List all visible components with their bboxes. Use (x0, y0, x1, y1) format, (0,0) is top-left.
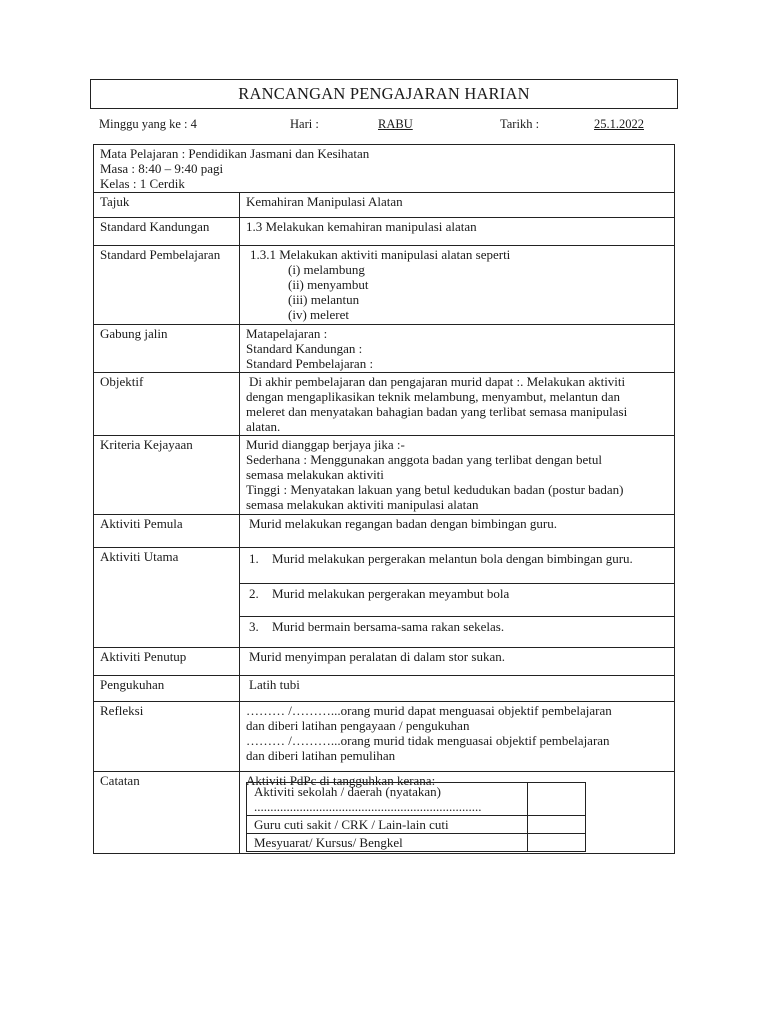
value-tajuk: Kemahiran Manipulasi Alatan (246, 194, 403, 209)
sp-line: 1.3.1 Melakukan aktiviti manipulasi alatan seperti (250, 247, 511, 262)
masa: Masa : 8:40 – 9:40 pagi (100, 161, 224, 176)
objektif-text: dengan mengaplikasikan teknik melambung, menyambut, melantun dan (246, 389, 621, 404)
refleksi-text: ……… /………...orang murid tidak menguasai objektif pembelajaran (246, 733, 610, 748)
row-gabung-jalin (94, 325, 674, 373)
document-title: RANCANGAN PENGAJARAN HARIAN (90, 79, 678, 109)
label-standard-pembelajaran: Standard Pembelajaran (100, 247, 221, 262)
utama-item (239, 548, 674, 584)
catatan-intro: Aktiviti PdPc di tangguhkan kerana: (246, 773, 436, 788)
objektif-text: meleret dan menyatakan bahagian badan yang terlibat semasa manipulasi (246, 404, 628, 419)
utama-item-text: Murid melakukan pergerakan melantun bola dengan bimbingan guru. (272, 551, 633, 566)
catatan-options-table (246, 782, 586, 852)
refleksi-text: ……… /………...orang murid dapat menguasai objektif pembelajaran (246, 703, 612, 718)
row-aktiviti-pemula (94, 515, 674, 548)
label-catatan: Catatan (100, 773, 140, 788)
label-aktiviti-utama: Aktiviti Utama (100, 549, 179, 564)
catatan-option-dots: ...................................................................... (254, 799, 482, 814)
utama-item (239, 616, 674, 647)
label-standard-kandungan: Standard Kandungan (100, 219, 210, 234)
kriteria-text: semasa melakukan aktiviti (246, 467, 384, 482)
row-pengukuhan (94, 676, 674, 702)
label-pengukuhan: Pengukuhan (100, 677, 165, 692)
label-aktiviti-pemula: Aktiviti Pemula (100, 516, 183, 531)
row-aktiviti-utama (94, 548, 674, 648)
sp-item: (i) melambung (288, 262, 365, 277)
refleksi-text: dan diberi latihan pengayaan / pengukuhan (246, 718, 470, 733)
gabung-standard-kandungan: Standard Kandungan : (246, 341, 363, 356)
objektif-text: alatan. (246, 419, 281, 434)
kriteria-text: Sederhana : Menggunakan anggota badan yang terlibat dengan betul (246, 452, 602, 467)
refleksi-text: dan diberi latihan pemulihan (246, 748, 396, 763)
kelas: Kelas : 1 Cerdik (100, 176, 185, 191)
sp-item: (iii) melantun (288, 292, 360, 307)
value-standard-kandungan: 1.3 Melakukan kemahiran manipulasi alatan (246, 219, 477, 234)
utama-item (239, 583, 674, 617)
tarikh-label: Tarikh : (500, 117, 540, 131)
header-row (94, 145, 674, 193)
value-aktiviti-penutup: Murid menyimpan peralatan di dalam stor sukan. (249, 649, 505, 664)
catatan-option-text: Aktiviti sekolah / daerah (nyatakan) (254, 784, 441, 799)
row-standard-kandungan (94, 218, 674, 246)
objektif-text: Di akhir pembelajaran dan pengajaran murid dapat :. Melakukan aktiviti (249, 374, 626, 389)
hari-label: Hari : (290, 117, 319, 131)
minggu-info: Minggu yang ke : 4 (99, 117, 197, 131)
utama-item-number: 3. (249, 619, 259, 634)
mata-pelajaran: Mata Pelajaran : Pendidikan Jasmani dan Kesihatan (100, 146, 370, 161)
label-kriteria-kejayaan: Kriteria Kejayaan (100, 437, 193, 452)
value-aktiviti-pemula: Murid melakukan regangan badan dengan bimbingan guru. (249, 516, 557, 531)
row-tajuk (94, 193, 674, 218)
catatan-option-text: Guru cuti sakit / CRK / Lain-lain cuti (254, 817, 449, 832)
label-gabung-jalin: Gabung jalin (100, 326, 168, 341)
row-refleksi (94, 702, 674, 772)
utama-item-text: Murid melakukan pergerakan meyambut bola (272, 586, 510, 601)
tarikh-value: 25.1.2022 (594, 117, 644, 131)
catatan-option-text: Mesyuarat/ Kursus/ Bengkel (254, 835, 403, 850)
hari-value: RABU (378, 117, 413, 131)
label-objektif: Objektif (100, 374, 144, 389)
label-tajuk: Tajuk (100, 194, 130, 209)
catatan-option-row (247, 834, 585, 852)
catatan-option-row (247, 783, 585, 816)
kriteria-text: semasa melakukan aktiviti manipulasi alatan (246, 497, 479, 512)
catatan-option-row (247, 816, 585, 834)
row-standard-pembelajaran (94, 246, 674, 325)
row-objektif (94, 373, 674, 436)
sp-item: (iv) meleret (288, 307, 349, 322)
row-aktiviti-penutup (94, 648, 674, 676)
gabung-standard-pembelajaran: Standard Pembelajaran : (246, 356, 374, 371)
label-refleksi: Refleksi (100, 703, 144, 718)
row-kriteria-kejayaan (94, 436, 674, 515)
kriteria-text: Tinggi : Menyatakan lakuan yang betul kedudukan badan (postur badan) (246, 482, 624, 497)
kriteria-text: Murid dianggap berjaya jika :- (246, 437, 405, 452)
gabung-matapelajaran: Matapelajaran : (246, 326, 328, 341)
utama-item-text: Murid bermain bersama-sama rakan sekelas. (272, 619, 505, 634)
utama-item-number: 2. (249, 586, 259, 601)
label-aktiviti-penutup: Aktiviti Penutup (100, 649, 187, 664)
sp-item: (ii) menyambut (288, 277, 369, 292)
utama-item-number: 1. (249, 551, 259, 566)
lesson-plan-table (93, 144, 675, 854)
value-pengukuhan: Latih tubi (249, 677, 300, 692)
